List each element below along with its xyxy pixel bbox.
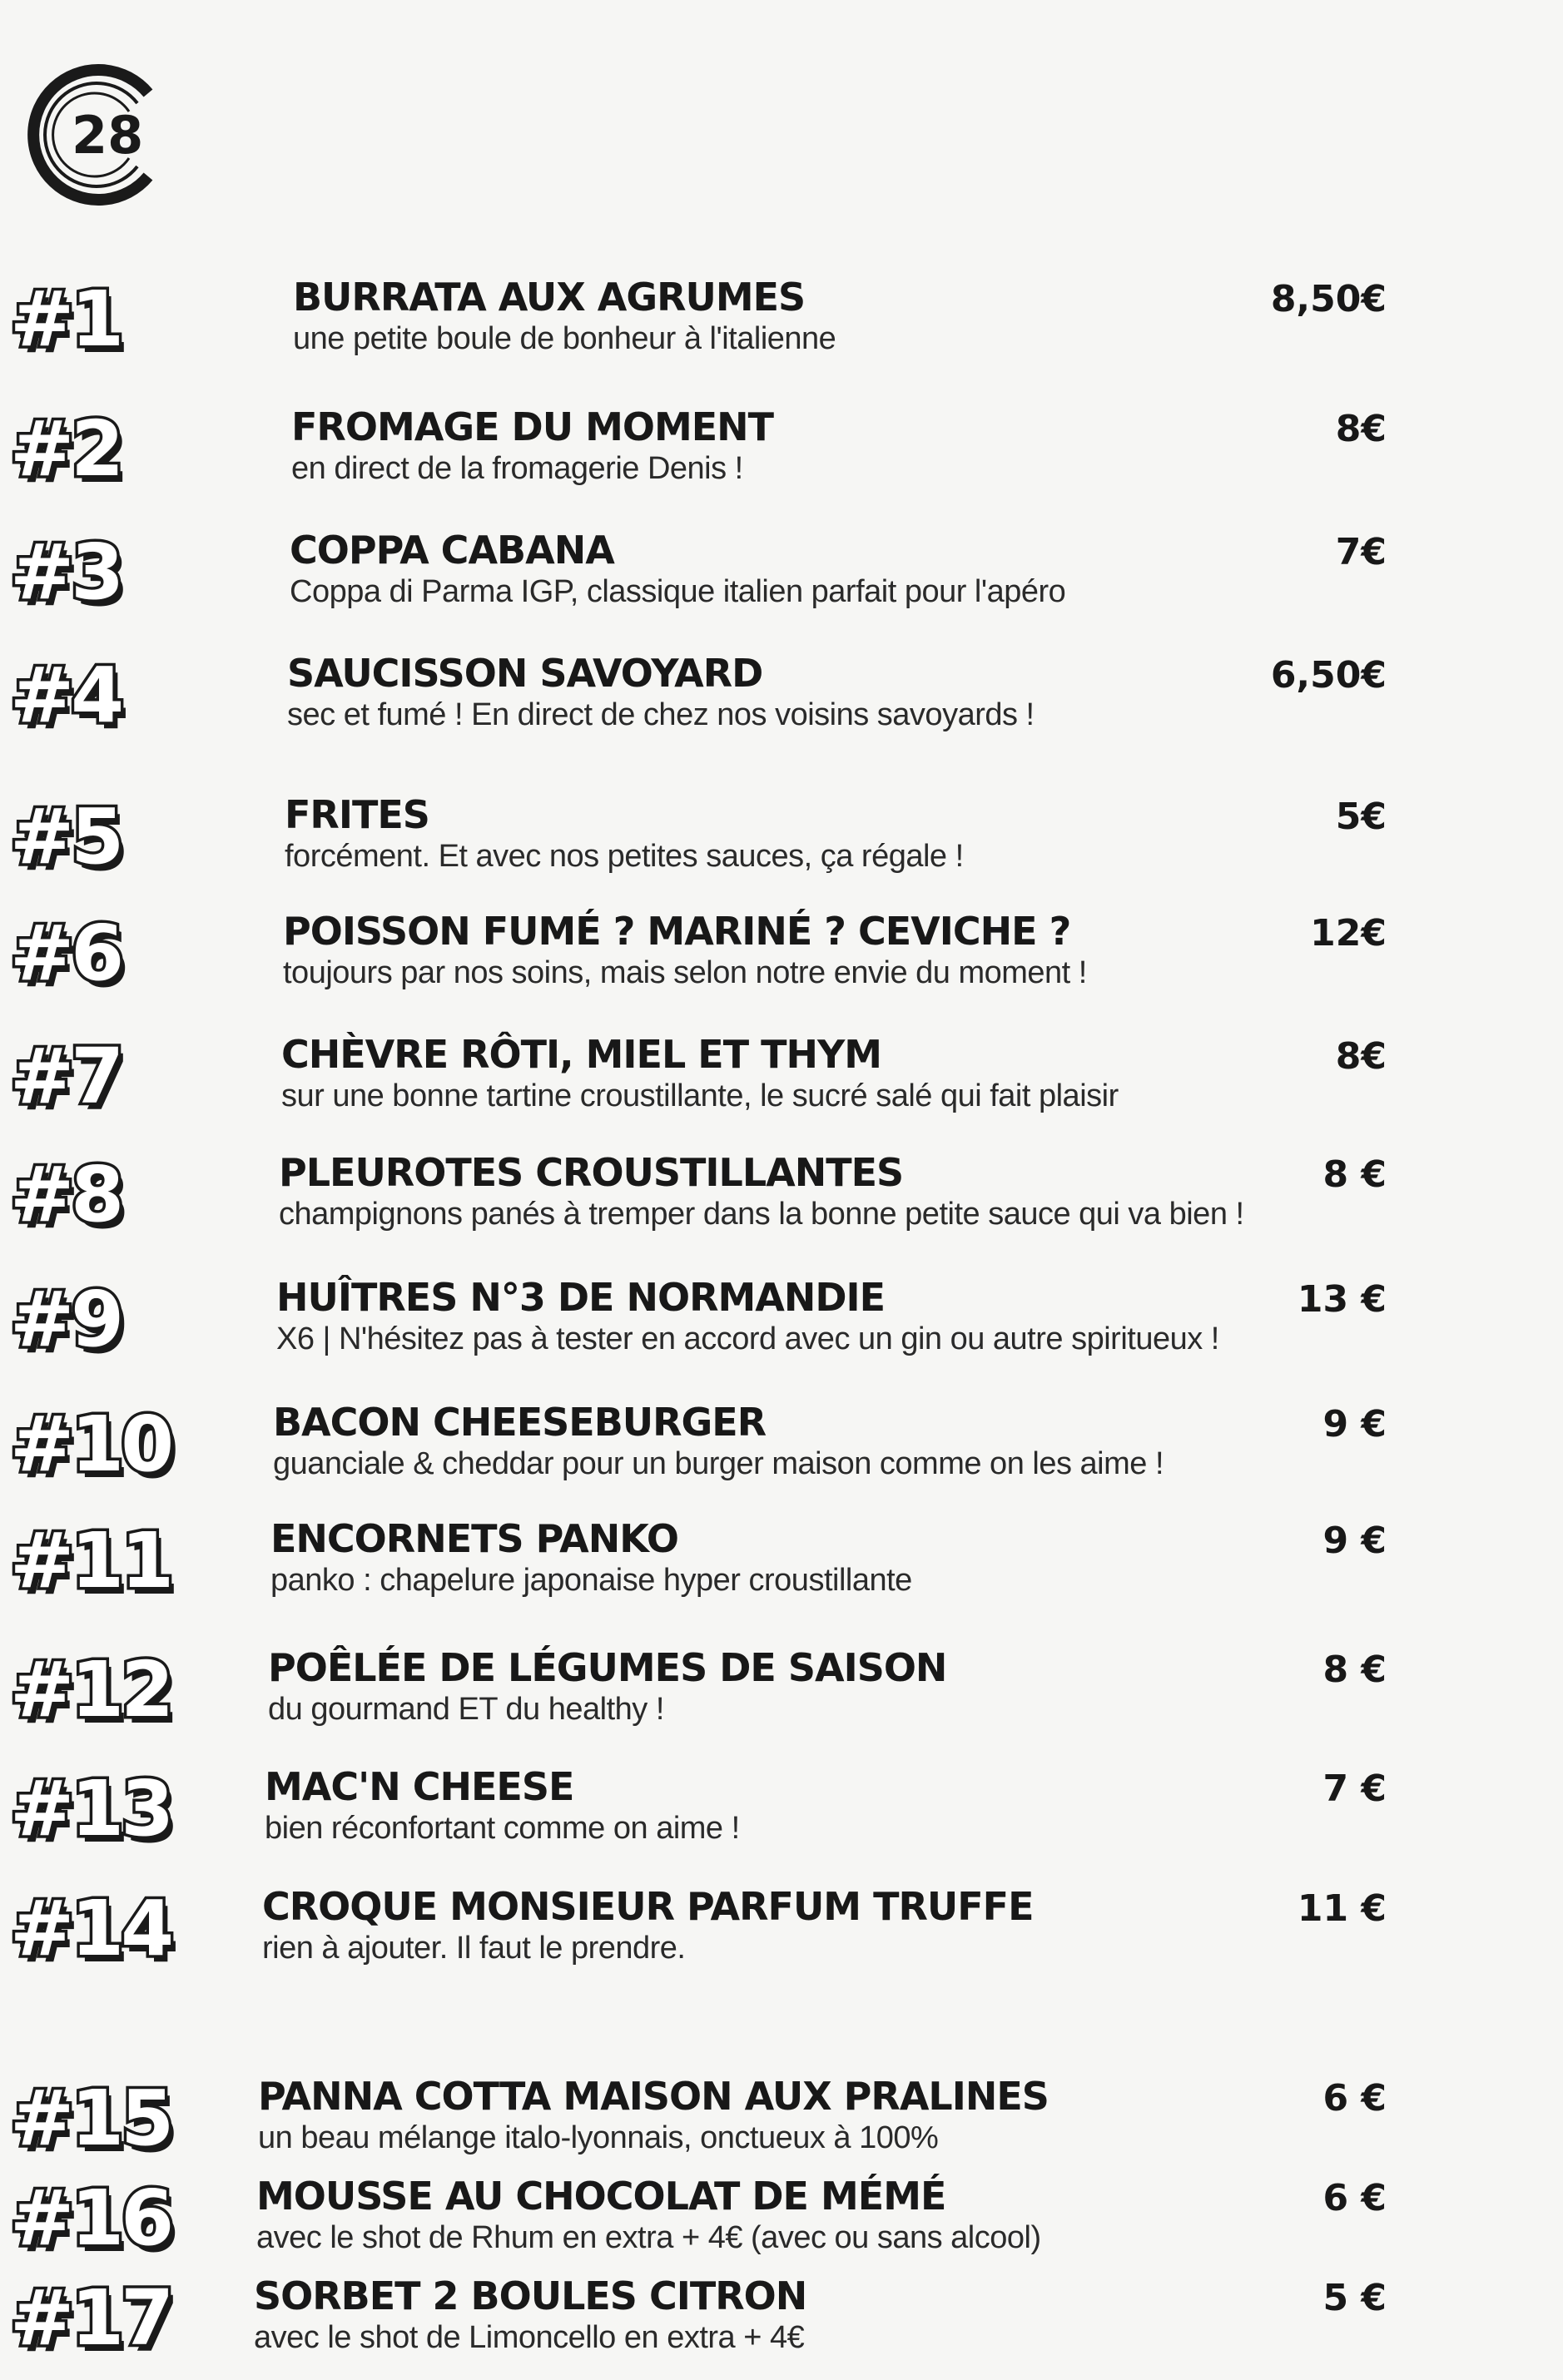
item-number: #12: [10, 1645, 171, 1734]
item-number: #7: [10, 1032, 122, 1121]
item-number: #1: [10, 275, 122, 364]
menu-item: [0, 792, 1563, 899]
item-price: 8 €: [1322, 1649, 1387, 1691]
item-price: 8€: [1335, 1035, 1387, 1078]
item-description: champignons panés à tremper dans la bonne petite sauce qui va bien !: [279, 1197, 1244, 1232]
item-price: 8,50€: [1270, 278, 1387, 320]
logo: [23, 60, 165, 210]
item-price: 8€: [1335, 408, 1387, 450]
item-price: 9 €: [1322, 1520, 1387, 1562]
item-number: #8: [10, 1150, 122, 1239]
item-price: 12€: [1310, 912, 1387, 954]
item-price: 7 €: [1322, 1768, 1387, 1810]
item-name: HUÎTRES N°3 DE NORMANDIE: [276, 1275, 886, 1320]
item-name: SORBET 2 BOULES CITRON: [254, 2273, 807, 2318]
item-description: guanciale & cheddar pour un burger maison comme on les aime !: [273, 1446, 1164, 1481]
item-description: toujours par nos soins, mais selon notre envie du moment !: [283, 955, 1087, 990]
item-number: #15: [10, 2074, 171, 2163]
item-name: CHÈVRE RÔTI, MIEL ET THYM: [281, 1032, 882, 1077]
menu-item: [0, 275, 1563, 381]
item-number: #2: [10, 404, 122, 493]
item-price: 6,50€: [1270, 654, 1387, 697]
item-price: 7€: [1335, 531, 1387, 573]
item-price: 5 €: [1322, 2277, 1387, 2319]
item-description: bien réconfortant comme on aime !: [265, 1811, 740, 1846]
item-price: 5€: [1335, 796, 1387, 838]
item-number: #16: [10, 2174, 171, 2263]
item-name: PANNA COTTA MAISON AUX PRALINES: [258, 2074, 1049, 2119]
item-name: SAUCISSON SAVOYARD: [287, 651, 763, 696]
item-number: #6: [10, 909, 122, 998]
menu-item: [0, 1032, 1563, 1138]
item-description: rien à ajouter. Il faut le prendre.: [262, 1931, 686, 1966]
item-description: avec le shot de Rhum en extra + 4€ (avec ou sans alcool): [256, 2220, 1041, 2255]
menu-item: [0, 1645, 1563, 1752]
item-description: X6 | N'hésitez pas à tester en accord avec un gin ou autre spiritueux !: [276, 1321, 1219, 1356]
item-description: avec le shot de Limoncello en extra + 4€: [254, 2320, 805, 2355]
item-price: 11 €: [1297, 1887, 1387, 1930]
item-number: #13: [10, 1764, 171, 1853]
item-description: panko : chapelure japonaise hyper croustillante: [270, 1563, 912, 1598]
menu-item: [0, 1884, 1563, 1991]
logo-mark: [23, 60, 165, 210]
item-number: #9: [10, 1275, 122, 1364]
item-name: FROMAGE DU MOMENT: [291, 404, 774, 449]
menu-item: [0, 909, 1563, 1015]
item-description: sec et fumé ! En direct de chez nos voisins savoyards !: [287, 697, 1035, 732]
menu-item: [0, 2174, 1563, 2280]
item-name: POISSON FUMÉ ? MARINÉ ? CEVICHE ?: [283, 909, 1071, 954]
menu-item: [0, 2273, 1563, 2380]
menu-item: [0, 2074, 1563, 2180]
item-price: 6 €: [1322, 2177, 1387, 2219]
menu-item: [0, 1150, 1563, 1257]
item-price: 6 €: [1322, 2077, 1387, 2120]
item-number: #17: [10, 2273, 171, 2363]
item-number: #5: [10, 792, 122, 881]
item-name: POÊLÉE DE LÉGUMES DE SAISON: [268, 1645, 947, 1690]
item-number: #4: [10, 651, 122, 740]
item-number: #14: [10, 1884, 171, 1973]
menu-item: [0, 528, 1563, 634]
menu-item: [0, 1516, 1563, 1623]
menu-item: [0, 404, 1563, 511]
menu-item: [0, 1764, 1563, 1871]
item-description: en direct de la fromagerie Denis !: [291, 451, 743, 486]
item-description: du gourmand ET du healthy !: [268, 1692, 664, 1727]
item-price: 13 €: [1297, 1278, 1387, 1321]
menu-item: [0, 1275, 1563, 1381]
item-description: un beau mélange italo-lyonnais, onctueux à 100%: [258, 2120, 939, 2155]
item-number: #11: [10, 1516, 171, 1605]
item-name: CROQUE MONSIEUR PARFUM TRUFFE: [262, 1884, 1034, 1929]
item-price: 9 €: [1322, 1403, 1387, 1445]
item-name: BACON CHEESEBURGER: [273, 1400, 767, 1445]
item-number: #3: [10, 528, 122, 617]
item-name: MAC'N CHEESE: [265, 1764, 574, 1809]
item-number: #10: [10, 1400, 171, 1489]
logo-text: 28: [72, 105, 144, 166]
item-description: forcément. Et avec nos petites sauces, ça régale !: [285, 839, 964, 874]
item-name: COPPA CABANA: [290, 528, 614, 573]
item-name: FRITES: [285, 792, 429, 837]
item-price: 8 €: [1322, 1153, 1387, 1196]
item-description: sur une bonne tartine croustillante, le sucré salé qui fait plaisir: [281, 1078, 1119, 1113]
item-name: ENCORNETS PANKO: [270, 1516, 678, 1561]
item-name: PLEUROTES CROUSTILLANTES: [279, 1150, 904, 1195]
menu-item: [0, 651, 1563, 757]
item-description: Coppa di Parma IGP, classique italien parfait pour l'apéro: [290, 574, 1066, 609]
menu-item: [0, 1400, 1563, 1506]
item-description: une petite boule de bonheur à l'italienne: [293, 321, 836, 356]
item-name: MOUSSE AU CHOCOLAT DE MÉMÉ: [256, 2174, 946, 2219]
item-name: BURRATA AUX AGRUMES: [293, 275, 806, 320]
